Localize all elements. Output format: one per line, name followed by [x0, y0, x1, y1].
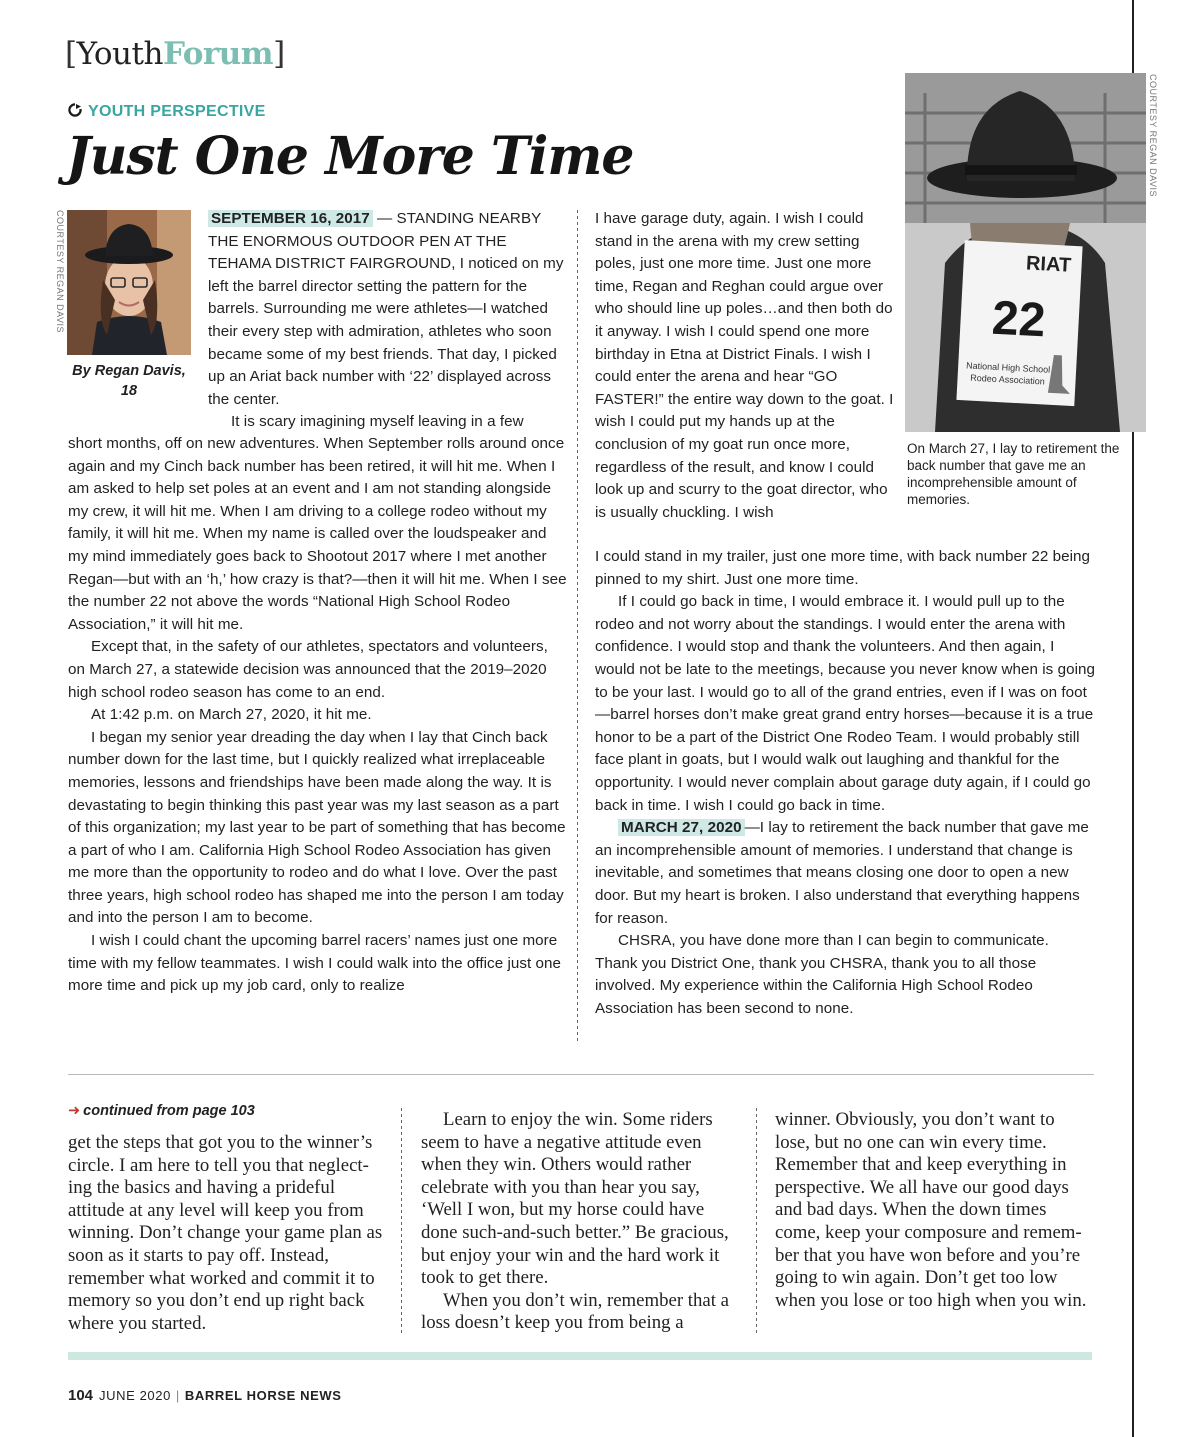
section-separator [68, 1074, 1094, 1075]
section-word-forum: Forum [162, 36, 274, 72]
section-word-youth: Youth [76, 36, 163, 72]
bib-brand: RIAT [1025, 252, 1072, 277]
paragraph-6-end: I could stand in my trailer, just one more time, with back number 22 being pinned to my shirt. Just one more time. [595, 548, 1091, 588]
footer-bar [68, 1352, 1092, 1360]
headline: Just One More Time [66, 126, 634, 187]
bib-number: 22 [990, 291, 1047, 348]
paragraph-6: I wish I could chant the upcoming barrel racers’ names just one more time with my fellow teammates. I wish I could walk into the office just one more time and pick up my job card, only to realize [68, 932, 562, 995]
paragraph-9: CHSRA, you have done more than I can begin to communicate. Thank you District One, thank you CHSRA, thank you to all those involved. My experience within the California High School Rodeo Association has been second to none. [595, 932, 1049, 1017]
page-footer [68, 1387, 342, 1404]
byline-age: 18 [120, 383, 138, 399]
continued-col1-text: get the steps that got you to the winner’s circle. I am here to tell you that neglecting the basics and having a prideful attitude at any level will keep you from winning. Don’t change your game plan as soon as it starts to pay off. Instead, remember what worked and commit it to memory so you don’t end up right back where you started. [68, 1132, 383, 1334]
column-divider-top [577, 210, 578, 1042]
article-lead-block [208, 208, 568, 434]
bib-org-line1: National High School [965, 360, 1051, 375]
paragraph-8-text: —I lay to retirement the back number that gave me an incomprehensible amount of memories. I understand that change is inevitable, and sometimes that means closing one door to open a new door. But my heart is broken. I also understand that everything happens for reason. [595, 819, 1089, 927]
paragraph-2-rest: short months, off on new adventures. When September rolls around once again and my Cinch back number has been retired, it will hit me. When I am asked to help set poles at an event and I am not standing alongside my crew, it will hit me. When I am driving to a college rodeo without my family, it will hit me. When my name is called over the loudspeaker and my mind immediately goes back to Shootout 2017 where I met another Regan—but with an ‘h,’ how crazy is that?—then it will hit me. When I see the number 22 not above the words “National High School Rodeo Association,” it will hit me. [68, 435, 567, 633]
continued-label-text: continued from page 103 [83, 1103, 255, 1119]
kicker-label: YOUTH PERSPECTIVE [88, 103, 266, 120]
article-column-2-narrow [595, 208, 895, 524]
publication-name: BARREL HORSE NEWS [184, 1388, 342, 1403]
arrow-right-icon: ➜ [68, 1103, 81, 1119]
byline [62, 361, 196, 401]
paragraph-8 [595, 817, 1095, 930]
paragraph-4: At 1:42 p.m. on March 27, 2020, it hit me. [91, 706, 372, 724]
issue-date: JUNE 2020 [99, 1388, 171, 1403]
page-number: 104 [68, 1387, 94, 1404]
continued-column-1 [68, 1132, 383, 1335]
author-photo-credit: COURTESY REGAN DAVIS [55, 210, 65, 334]
continued-label [68, 1103, 255, 1119]
column-divider-bottom-1 [401, 1108, 402, 1336]
section-tag [65, 36, 285, 72]
paragraph-6-cont: I have garage duty, again. I wish I could stand in the arena with my crew setting poles, just one more time. Just one more time, Regan and Reghan could argue over who should line up poles…and then both do it anyway. I wish I could spend one more birthday in Etna at District Finals. I wish I could enter the arena and hear “GO FASTER!” the entire way down to the goat. I wish I could put my hands up at the conclusion of my goat run once more, regardless of the result, and know I could look up and scurry to the goat director, who is usually chuckling. I wish [595, 210, 894, 521]
close-bracket: ] [273, 36, 285, 72]
circle-arrow-icon [68, 103, 82, 117]
footer-separator: | [175, 1388, 180, 1403]
lead-paragraph [208, 208, 568, 411]
article-column-1 [68, 433, 568, 998]
kicker [68, 103, 266, 121]
byline-name: By Regan Davis, [72, 363, 186, 379]
continued-col3-text: winner. Obviously, you don’t want to lose, but no one can win every time. Remember that and keep everything in perspective. We all have our good days and bad days. When the down times come, keep your composure and remember that you have won before and you’re going to win again. Don’t get too low when you lose or too high when you win. [775, 1109, 1087, 1311]
continued-col2-p1: Learn to enjoy the win. Some riders seem to have a negative attitude even when they win. Others would rather celebrate with you than hear you say, ‘Well I won, but my horse could have done such-and-such better.” Be gracious, but enjoy your win and the hard work it took to get there. [421, 1109, 729, 1289]
paragraph-7: If I could go back in time, I would embrace it. I would pull up to the rodeo and not worry about the standings. I would enter the arena with confidence. I would stop and thank the volunteers. And then again, I would not be late to the meetings, because you never know when is going to be your last. I would go to all of the grand entries, even if I was on foot—barrel horses don’t make great grand entry horses—because it is a true honor to be a part of the District One Rodeo Team. I would probably still face plant in goats, but I would walk out laughing and thankful for the opportunity. I would never complain about garage duty again, if I could go back in time. I wish I could go back in time. [595, 593, 1095, 814]
article-column-2-wide [595, 546, 1095, 1020]
paragraph-5: I began my senior year dreading the day when I lay that Cinch back number down for the last time, but I quickly realized what irreplaceable memories, lessons and friendships have been made along the way. It is devastating to begin thinking this past year was my last season as a part of this organization; my last year to be part of something that has become a part of who I am. California High School Rodeo Association has given me more than the opportunity to rodeo and do what I love. Over the past three years, high school rodeo has shaped me into the person I am today and into the person I am to become. [68, 728, 566, 927]
continued-col2-p2: When you don’t win, remember that a loss doesn’t keep you from being a [421, 1289, 729, 1334]
hero-photo [905, 73, 1146, 432]
hero-photo-credit: COURTESY REGAN DAVIS [1148, 74, 1158, 198]
dateline-sept-2017: SEPTEMBER 16, 2017 [208, 210, 373, 227]
paragraph-3: Except that, in the safety of our athletes, spectators and volunteers, on March 27, a statewide decision was announced that the 2019–2020 high school rodeo season has come to an end. [68, 638, 548, 701]
hero-photo-caption: On March 27, I lay to retirement the back number that gave me an incomprehensible amount of memories. [907, 441, 1120, 507]
lead-caps: — STANDING NEARBY THE ENORMOUS OUTDOOR PEN AT THE TEHAMA DISTRICT FAIRGROUND, [208, 210, 542, 273]
lead-rest: I noticed on my left the barrel director setting the pattern for the barrels. Surrounding me were athletes—I watched their every step with admiration, athletes who soon became some of my best friends. That day, I picked up an Ariat back number with ‘22’ displayed across the center. [208, 255, 564, 408]
bib-org-line2: Rodeo Association [970, 372, 1046, 387]
continued-column-3 [775, 1109, 1093, 1312]
column-divider-bottom-2 [756, 1108, 757, 1336]
paragraph-2-start: It is scary imagining myself leaving in a few [231, 413, 524, 431]
open-bracket: [ [65, 36, 77, 72]
dateline-march-2020: MARCH 27, 2020 [618, 819, 745, 836]
author-photo [67, 210, 191, 355]
continued-column-2 [421, 1109, 739, 1335]
